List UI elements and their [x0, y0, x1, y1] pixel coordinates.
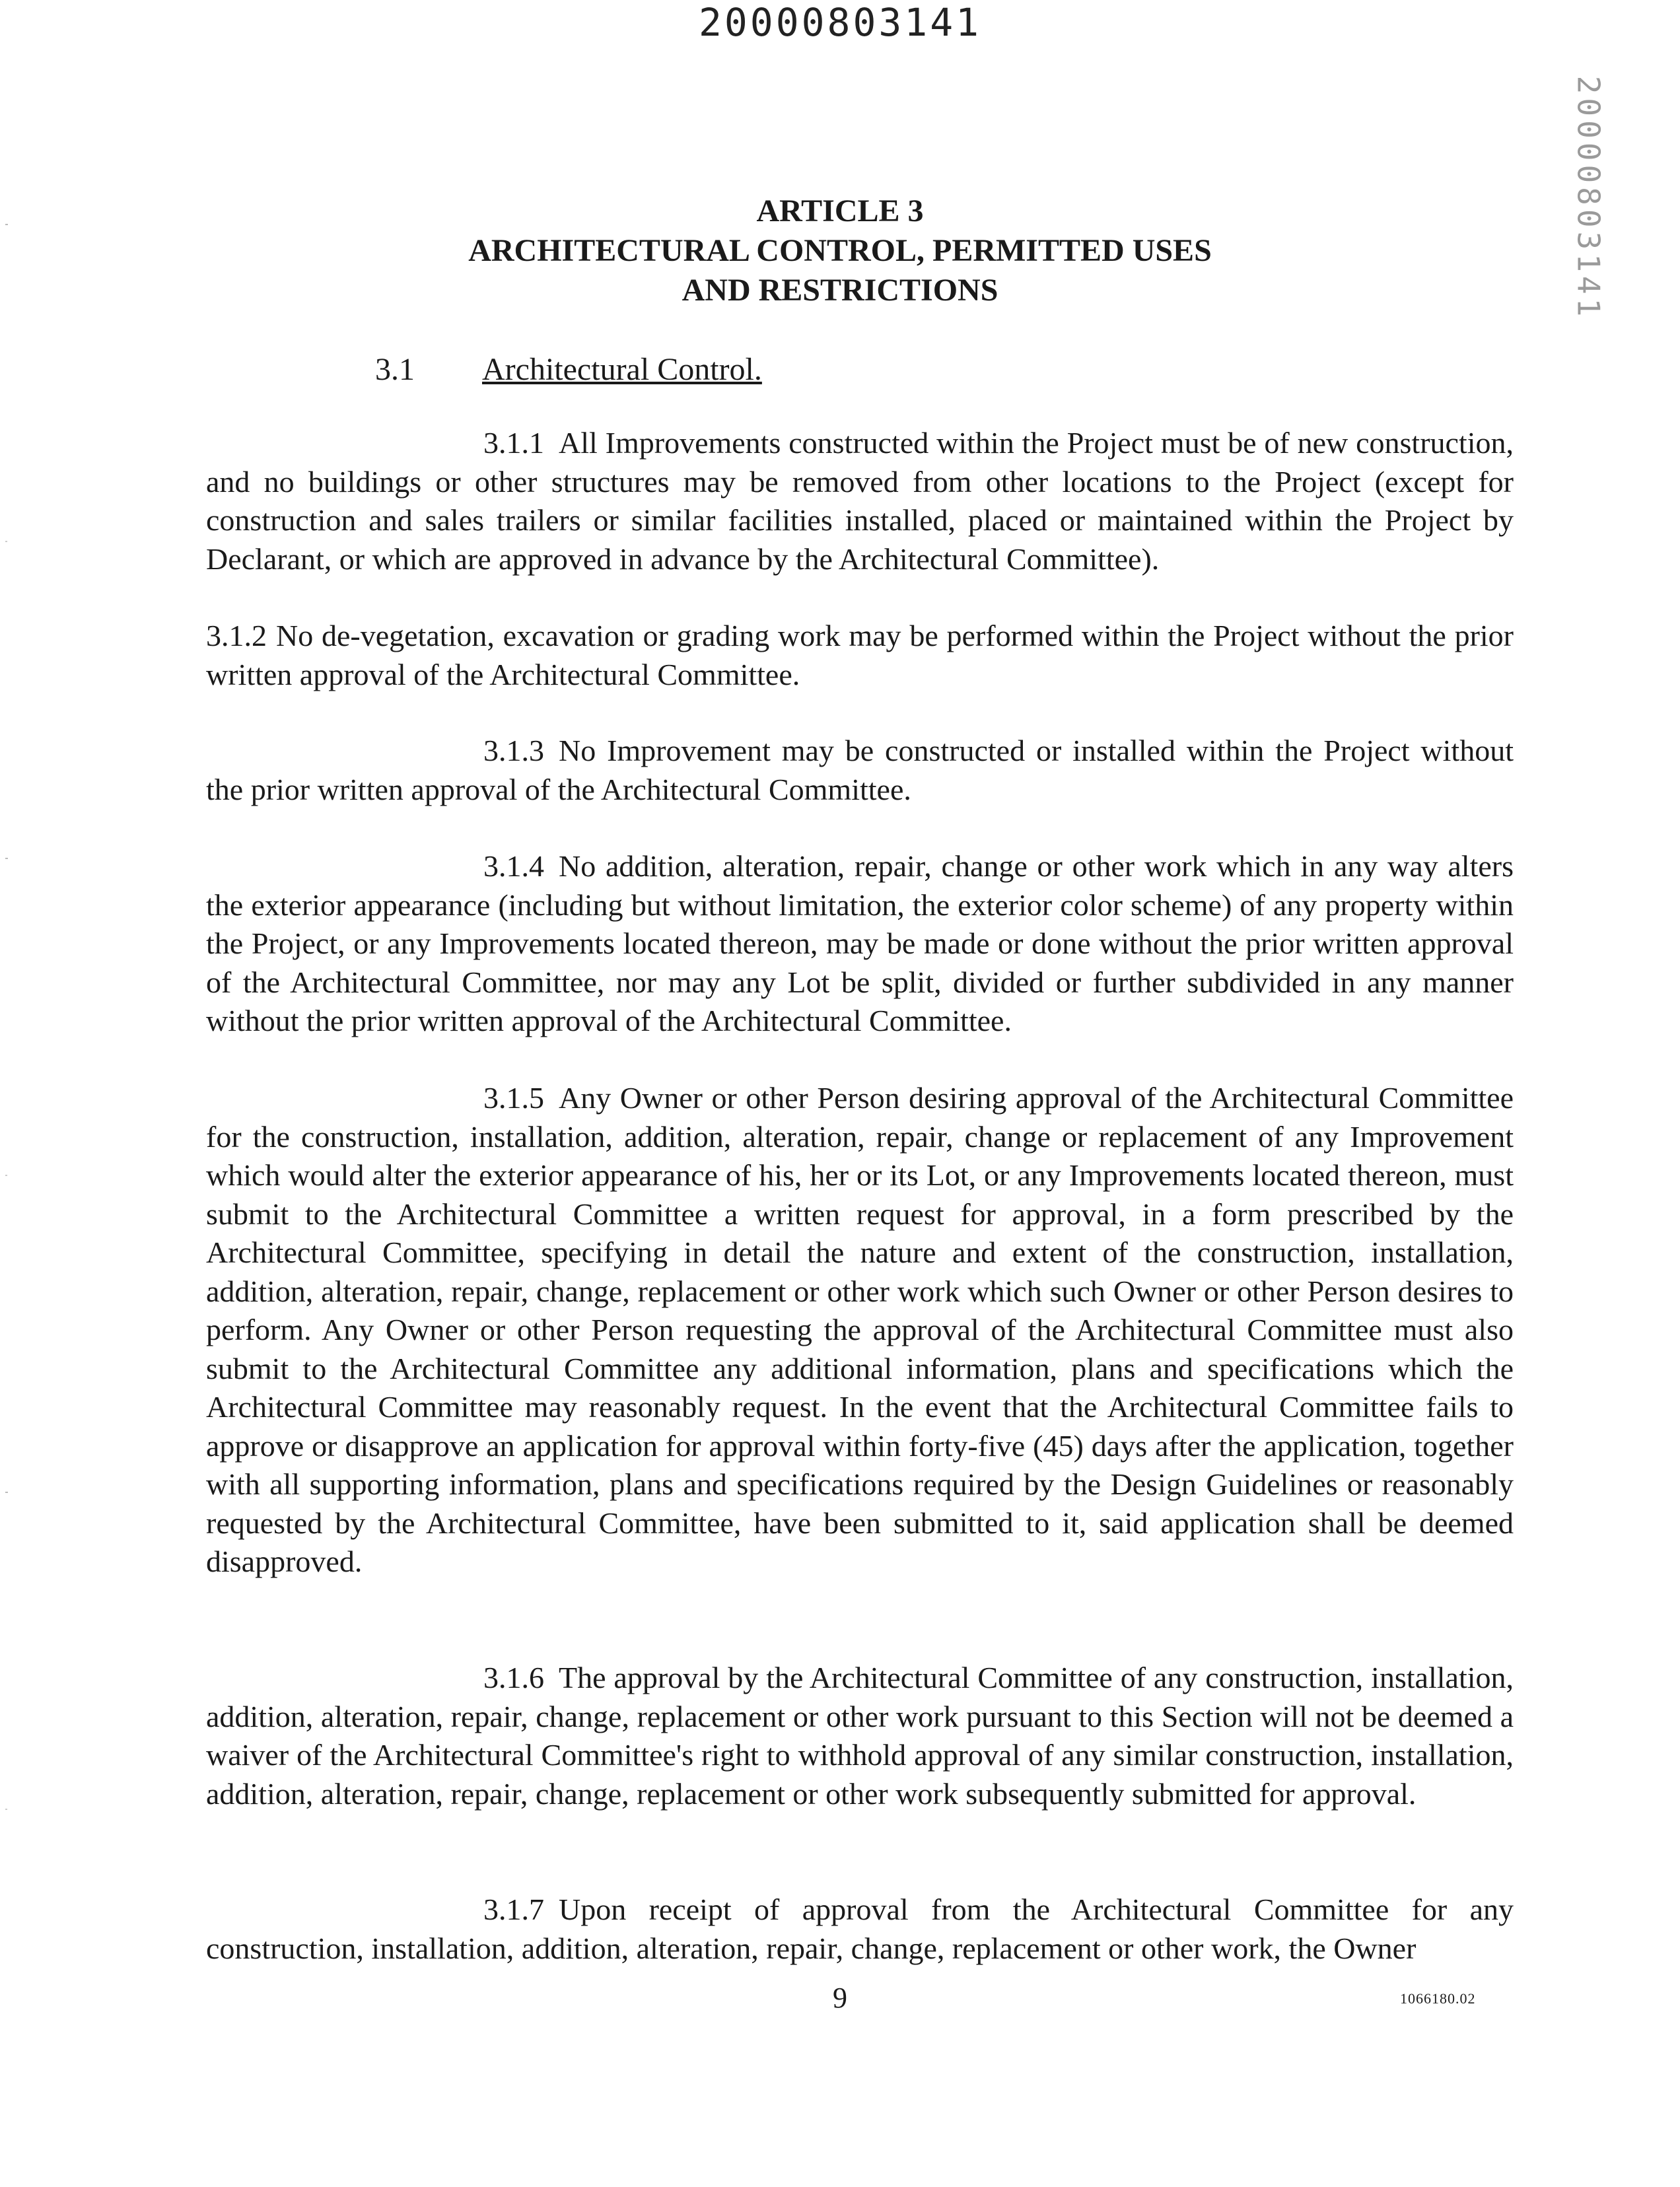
- article-title-line-2: AND RESTRICTIONS: [682, 273, 998, 308]
- section-title: Architectural Control.: [482, 352, 762, 387]
- paragraph-3-1-1: [206, 424, 1514, 578]
- paragraph-number: 3.1.6: [483, 1661, 544, 1694]
- paragraph-number: 3.1.2: [206, 619, 267, 652]
- article-title-line-1: ARCHITECTURAL CONTROL, PERMITTED USES: [468, 233, 1212, 268]
- paragraph-text: Upon receipt of approval from the Architectural Committee for any construction, installation, addition, alteration, repair, change, replacement or other work, the Owner: [206, 1892, 1514, 1965]
- paragraph-text: The approval by the Architectural Committee of any construction, installation, addition, alteration, repair, change, replacement or other work pursuant to this Section will not be deemed a waiver of the Architectural Committee's right to withhold approval of any similar construction, installation, addition, alteration, repair, change, replacement or other work subsequently submitted for approval.: [206, 1661, 1514, 1811]
- paragraph-text: No de-vegetation, excavation or grading work may be performed within the Project without the prior written approval of the Architectural Committee.: [206, 619, 1514, 691]
- paragraph-3-1-5: [206, 1079, 1514, 1581]
- document-code: 1066180.02: [1400, 1990, 1476, 2007]
- document-number: 20000803141: [698, 0, 982, 45]
- paragraph-number: 3.1.3: [483, 734, 544, 767]
- article-heading: [0, 191, 1680, 310]
- paragraph-text: No Improvement may be constructed or installed within the Project without the prior written approval of the Architectural Committee.: [206, 734, 1514, 806]
- paragraph-number: 3.1.4: [483, 849, 544, 883]
- paragraph-3-1-3: [206, 732, 1514, 809]
- paragraph-3-1-6: [206, 1659, 1514, 1813]
- scan-edge-marks: [0, 0, 16, 2187]
- paragraph-3-1-2: [206, 617, 1514, 694]
- side-stamp-text: 20000803141: [1570, 75, 1607, 321]
- page-number: 9: [833, 1982, 847, 2014]
- paragraph-number: 3.1.5: [483, 1081, 544, 1115]
- paragraph-3-1-7: [206, 1891, 1514, 1968]
- paragraph-3-1-4: [206, 847, 1514, 1041]
- section-number: 3.1: [375, 352, 415, 387]
- paragraph-number: 3.1.1: [483, 426, 544, 460]
- paragraph-text: No addition, alteration, repair, change or other work which in any way alters the exterior appearance (including but without limitation, the exterior color scheme) of any property within the Project, or any Improvements located thereon, may be made or done without the prior written approval of the Architectural Committee, nor may any Lot be split, divided or further subdivided in any manner without the prior written approval of the Architectural Committee.: [206, 849, 1514, 1037]
- article-number: ARTICLE 3: [756, 193, 924, 228]
- section-heading: [375, 350, 762, 390]
- paragraph-text: All Improvements constructed within the Project must be of new construction, and no buildings or other structures may be removed from other locations to the Project (except for construction and sales trailers or similar facilities installed, placed or maintained within the Project by Declarant, or which are approved in advance by the Architectural Committee).: [206, 426, 1514, 576]
- paragraph-number: 3.1.7: [483, 1892, 544, 1926]
- paragraph-text: Any Owner or other Person desiring approval of the Architectural Committee for the construction, installation, addition, alteration, repair, change or replacement of any Improvement which would alter the exterior appearance of his, her or its Lot, or any Improvements located thereon, must submit to the Architectural Committee a written request for approval, in a form prescribed by the Architectural Committee, specifying in detail the nature and extent of the construction, installation, addition, alteration, repair, change, replacement or other work which such Owner or other Person desires to perform. Any Owner or other Person requesting the approval of the Architectural Committee must also submit to the Architectural Committee any additional information, plans and specifications which the Architectural Committee may reasonably request. In the event that the Architectural Committee fails to approve or disapprove an application for approval within forty-five (45) days after the application, together with all supporting information, plans and specifications required by the Design Guidelines or reasonably requested by the Architectural Committee, have been submitted to it, said application shall be deemed disapproved.: [206, 1081, 1514, 1578]
